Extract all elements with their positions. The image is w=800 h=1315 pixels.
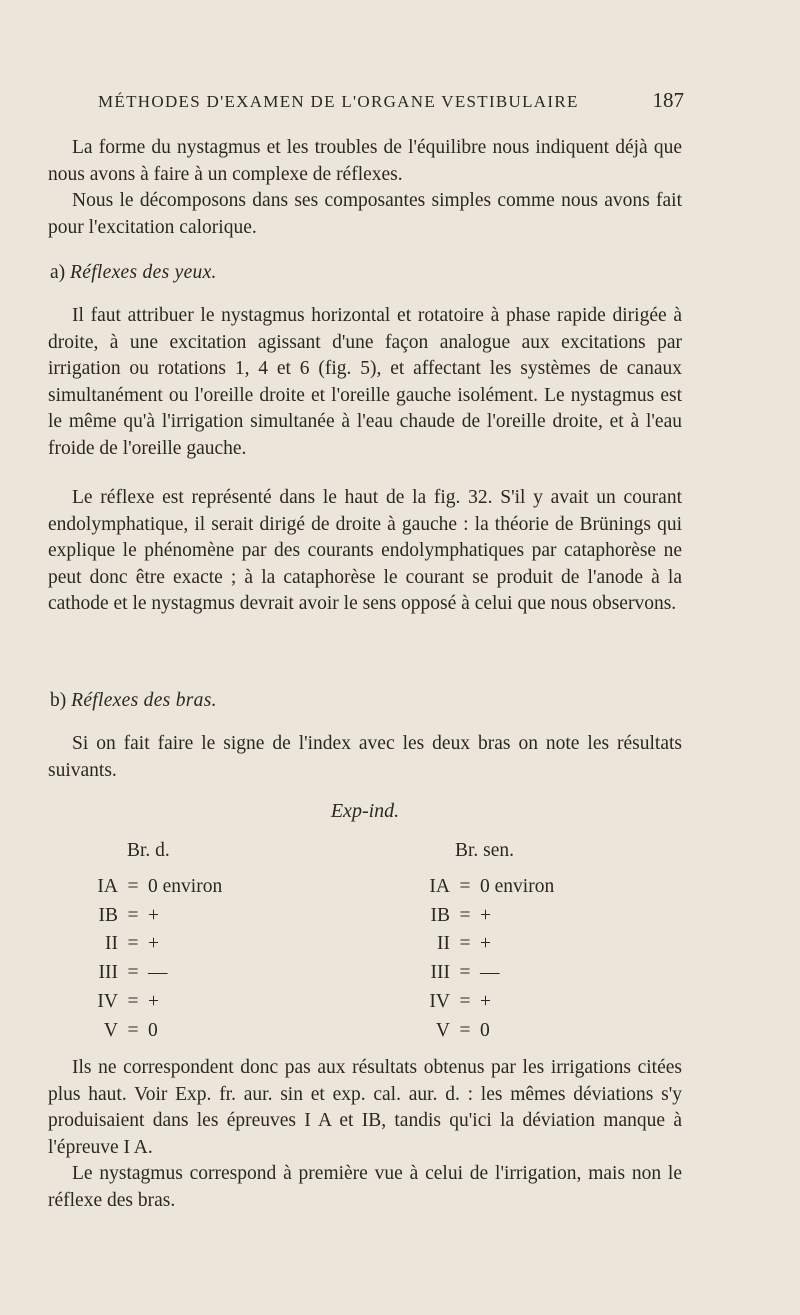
result-value: 0 — [148, 1019, 158, 1041]
section-heading-b — [50, 690, 217, 712]
result-value: + — [148, 990, 159, 1012]
result-value: + — [480, 904, 491, 926]
equals-sign: = — [459, 876, 471, 897]
result-row — [80, 902, 222, 931]
trial-label: V — [103, 1019, 118, 1041]
page-header — [98, 88, 684, 113]
trial-label: III — [430, 962, 450, 984]
section-a-title: Réflexes des yeux. — [70, 262, 217, 283]
result-row — [412, 873, 554, 902]
result-row — [412, 930, 554, 959]
equals-sign: = — [127, 990, 139, 1012]
equals-sign: = — [127, 933, 139, 955]
trial-label: III — [98, 962, 118, 984]
result-row — [80, 1017, 222, 1046]
equals-sign: = — [127, 1019, 139, 1041]
trial-label: IB — [430, 904, 450, 926]
result-row — [80, 959, 222, 988]
page-number: 187 — [652, 88, 684, 112]
running-head: MÉTHODES D'EXAMEN DE L'ORGANE VESTIBULAIRE — [98, 92, 579, 111]
paragraph-5: Le réflexe est représenté dans le haut de la fig. 32. S'il y avait un courant endolymphatique, il serait dirigé de droite à gauche : la théorie de Brünings qui explique le phénomène par des courants endolymphatiques par cataphorèse ne peut donc être exacte ; à la cataphorèse le courant se produit de l'anode à la cathode et le nystagmus devrait avoir le sens opposé à celui que nous observons. — [48, 487, 682, 614]
section-b-title: Réflexes des bras. — [71, 690, 217, 711]
section-a-label: a) — [50, 262, 66, 283]
result-row — [412, 1017, 554, 1046]
right-column-header: Br. sen. — [455, 840, 515, 861]
result-row — [412, 959, 554, 988]
paragraph-9: Le nystagmus correspond à première vue à celui de l'irrigation, mais non le réflexe des bras. — [48, 1163, 682, 1211]
left-column-header: Br. d. — [127, 840, 170, 861]
result-value: + — [480, 990, 491, 1012]
equals-sign: = — [127, 876, 139, 897]
trial-label: V — [435, 1019, 450, 1041]
result-value: 0 — [480, 1019, 490, 1041]
paragraph-4: Il faut attribuer le nystagmus horizontal et rotatoire à phase rapide dirigée à droite, à une excitation agissant d'une façon analogue aux excitations par irrigation ou rotations 1, 4 et 6 (fig. 5), et affectant les systèmes de canaux simultanément ou l'oreille droite et l'oreille gauche isolément. Le nystagmus est le même qu'à l'irrigation simultanée à l'eau chaude de l'oreille droite, et à l'eau froide de l'oreille gauche. — [48, 305, 682, 459]
equals-sign: = — [459, 962, 471, 984]
result-row — [80, 873, 222, 902]
equals-sign: = — [459, 990, 471, 1012]
equals-sign: = — [127, 904, 139, 926]
paragraph-8: Ils ne correspondent donc pas aux résultats obtenus par les irrigations citées plus haut. Voir Exp. fr. aur. sin et exp. cal. aur. d. : les mêmes déviations s'y produisaient dans les épreuves I A et IB, tandis qu'ici la déviation manque à l'épreuve I A. — [48, 1057, 682, 1158]
trial-label: II — [437, 933, 450, 955]
result-row — [412, 988, 554, 1017]
trial-label: IA — [97, 876, 118, 897]
paragraph-7: Si on fait faire le signe de l'index avec les deux bras on note les résultats suivants. — [48, 733, 682, 781]
section-heading-a — [50, 262, 217, 284]
section-b-label: b) — [50, 690, 67, 711]
equals-sign: = — [459, 904, 471, 926]
result-value: + — [480, 933, 491, 955]
left-results-column — [80, 873, 222, 1045]
table-title: Exp-ind. — [330, 800, 400, 822]
paragraph-2: Nous le décomposons dans ses composantes simples comme nous avons fait pour l'excitation calorique. — [48, 190, 682, 238]
result-value: 0 environ — [148, 876, 223, 897]
trial-label: IV — [97, 990, 118, 1012]
result-value: — — [148, 962, 168, 984]
trial-label: IV — [429, 990, 450, 1012]
result-value: — — [480, 962, 500, 984]
result-value: + — [148, 904, 159, 926]
trial-label: II — [105, 933, 118, 955]
trial-label: IA — [429, 876, 450, 897]
paragraph-1: La forme du nystagmus et les troubles de l'équilibre nous indiquent déjà que nous avons à faire à un complexe de réflexes. — [48, 137, 682, 185]
result-value: 0 environ — [480, 876, 555, 897]
right-results-column — [412, 873, 554, 1045]
result-value: + — [148, 933, 159, 955]
equals-sign: = — [127, 962, 139, 984]
result-row — [80, 930, 222, 959]
equals-sign: = — [459, 933, 471, 955]
result-row — [80, 988, 222, 1017]
equals-sign: = — [459, 1019, 471, 1041]
result-row — [412, 902, 554, 931]
trial-label: IB — [98, 904, 118, 926]
